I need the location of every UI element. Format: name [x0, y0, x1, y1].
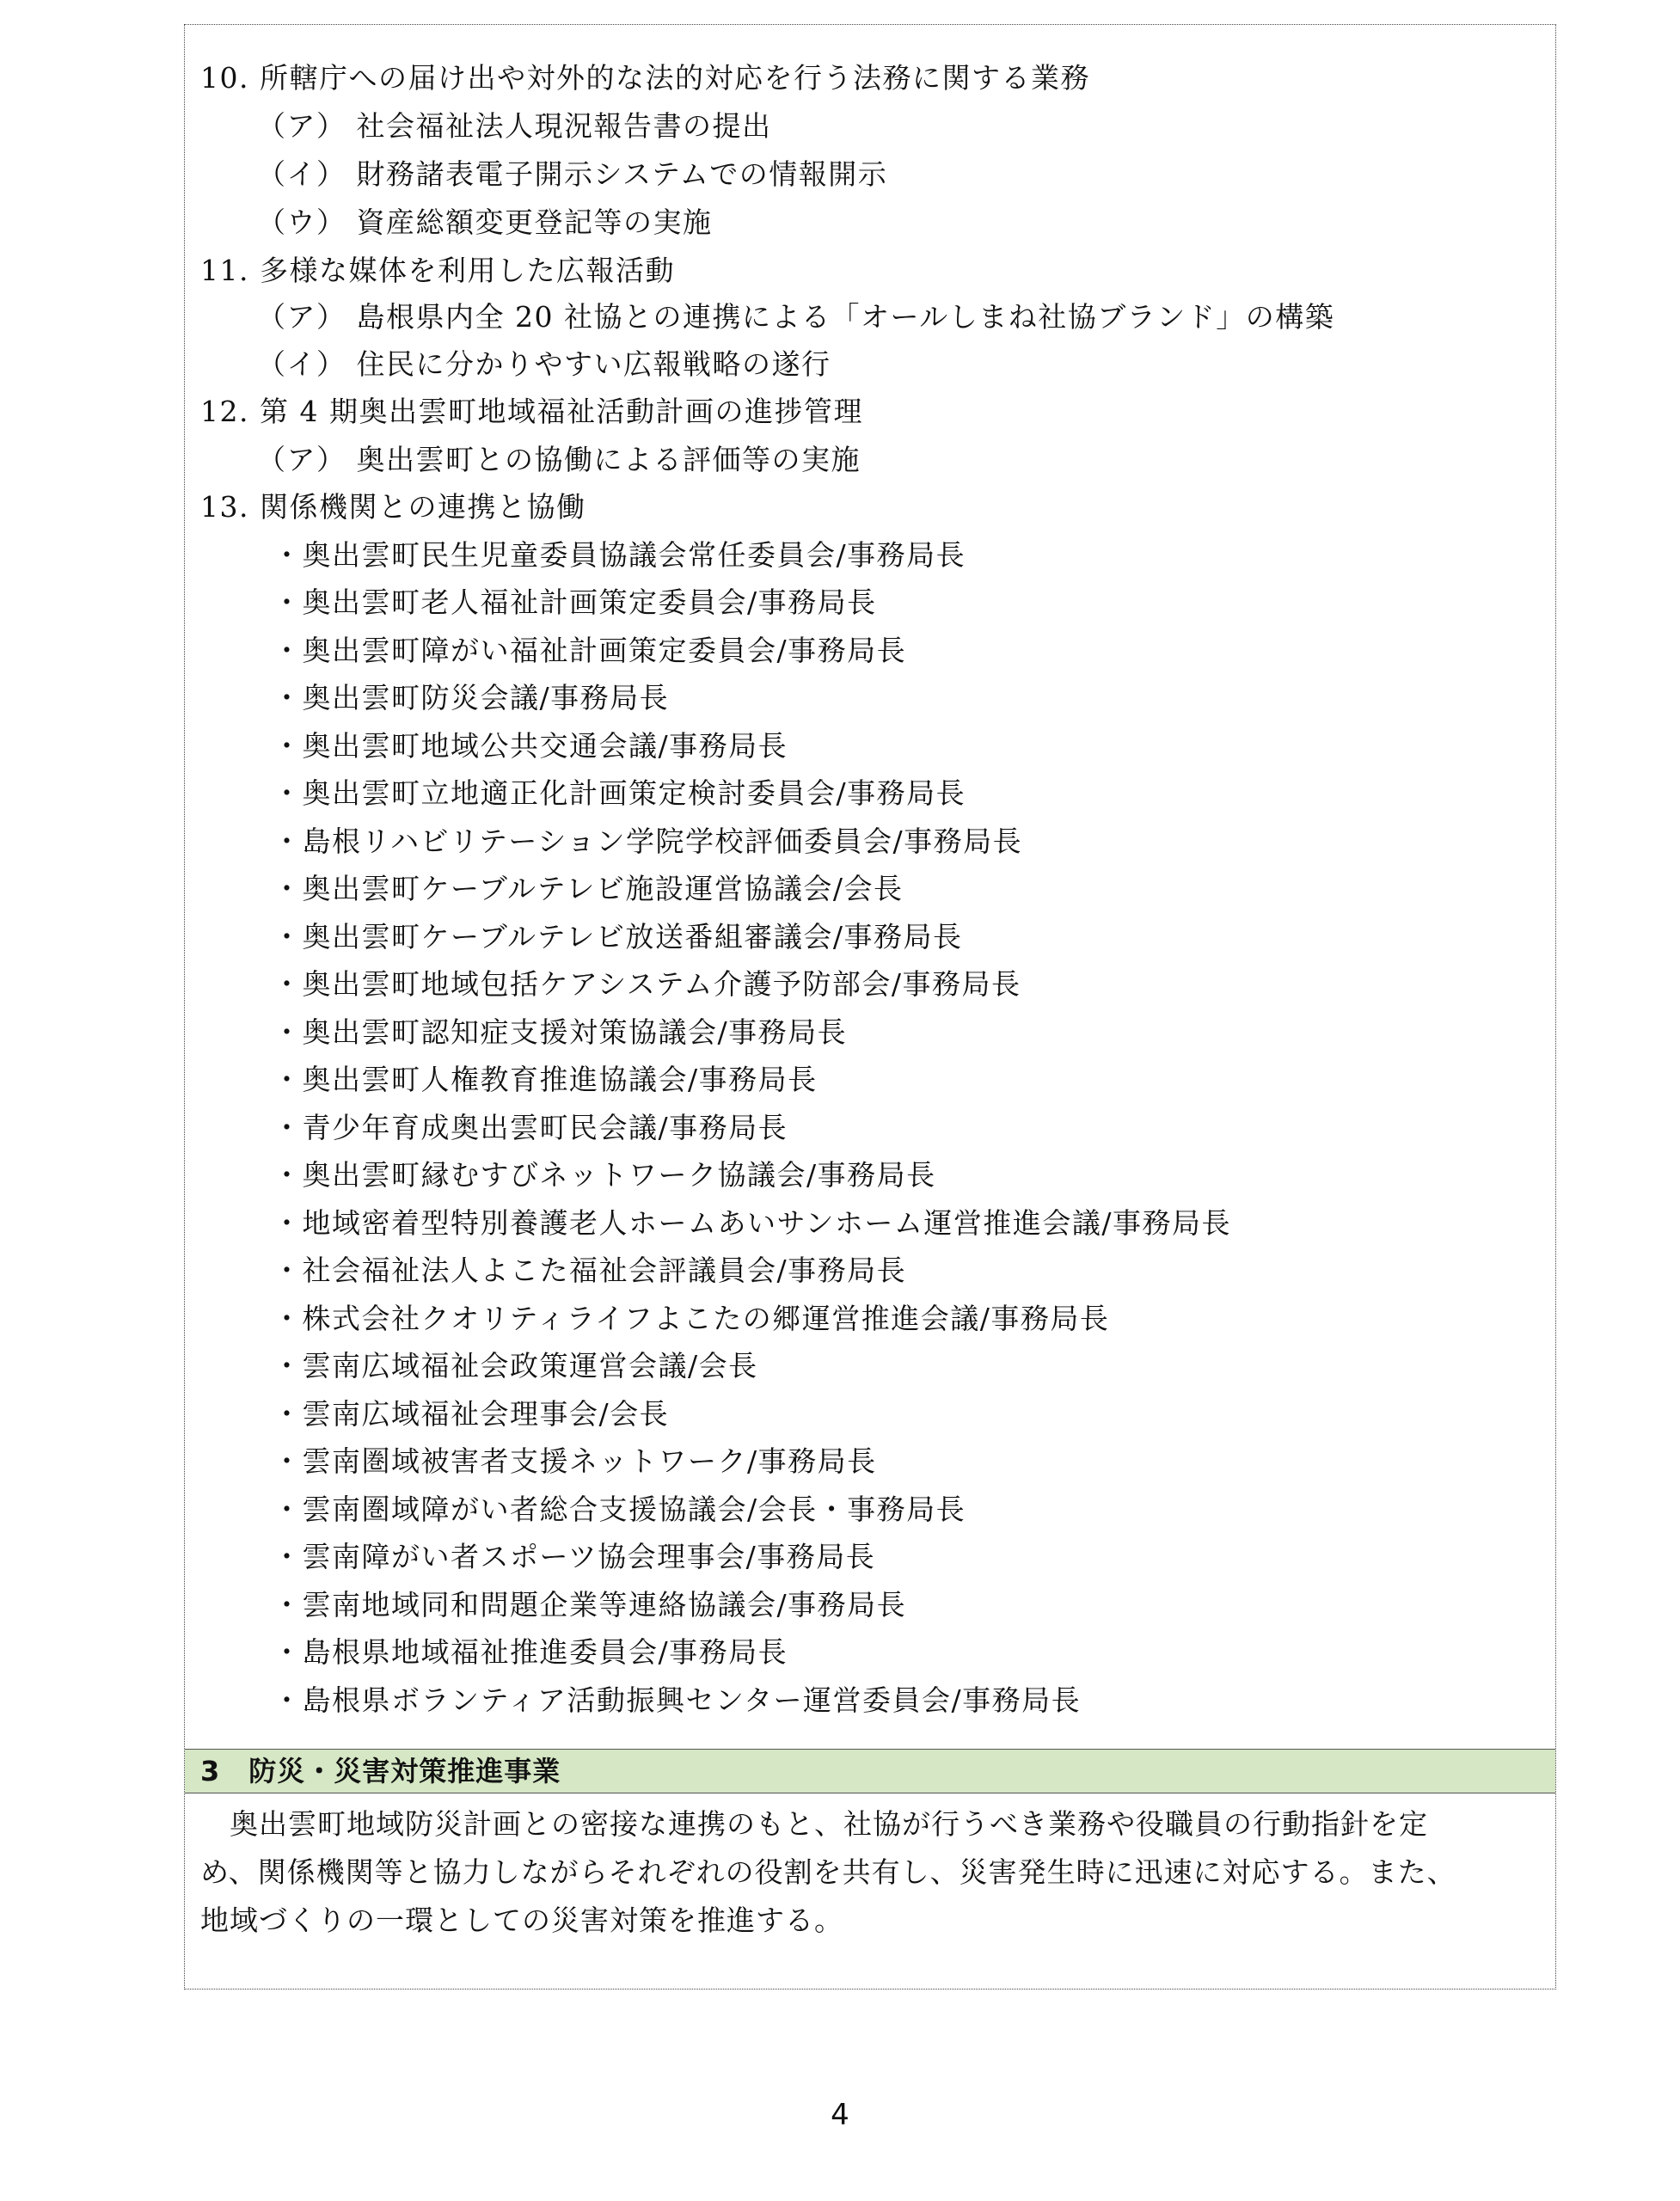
item-12-title: 12. 第 4 期奥出雲町地域福祉活動計画の進捗管理	[200, 395, 863, 428]
item-13-title: 13. 関係機関との連携と協働	[200, 490, 586, 524]
list-item: ・奥出雲町縁むすびネットワーク協議会/事務局長	[273, 1158, 936, 1192]
section-3-header	[185, 1749, 1555, 1793]
list-item: ・奥出雲町障がい福祉計画策定委員会/事務局長	[273, 634, 907, 667]
list-item: ・奥出雲町人権教育推進協議会/事務局長	[273, 1063, 818, 1096]
section-3-body-line: 奥出雲町地域防災計画との密接な連携のもと、社協が行うべき業務や役職員の行動指針を定	[200, 1807, 1428, 1841]
work-items-list	[185, 25, 1555, 1749]
list-item: ・奥出雲町ケーブルテレビ施設運営協議会/会長	[273, 872, 904, 905]
list-item: ・雲南広域福祉会政策運営会議/会長	[273, 1349, 758, 1383]
item-10-sub-a: （ア） 社会福祉法人現況報告書の提出	[257, 109, 772, 143]
section-3-body-line: 地域づくりの一環としての災害対策を推進する。	[200, 1904, 843, 1937]
page-number: 4	[831, 2098, 849, 2132]
list-item: ・奥出雲町地域公共交通会議/事務局長	[273, 729, 788, 763]
list-item: ・社会福祉法人よこた福祉会評議員会/事務局長	[273, 1254, 907, 1287]
list-item: ・雲南圏域障がい者総合支援協議会/会長・事務局長	[273, 1493, 966, 1526]
list-item: ・奥出雲町防災会議/事務局長	[273, 681, 670, 714]
list-item: ・雲南圏域被害者支援ネットワーク/事務局長	[273, 1444, 877, 1478]
item-12-sub-a: （ア） 奥出雲町との協働による評価等の実施	[257, 443, 861, 476]
section-3-title: 3 防災・災害対策推進事業	[200, 1755, 561, 1787]
list-item: ・奥出雲町認知症支援対策協議会/事務局長	[273, 1015, 848, 1049]
list-item: ・株式会社クオリティライフよこたの郷運営推進会議/事務局長	[273, 1302, 1110, 1335]
list-item: ・雲南広域福祉会理事会/会長	[273, 1397, 670, 1431]
list-item: ・島根リハビリテーション学院学校評価委員会/事務局長	[273, 825, 1023, 858]
list-item: ・島根県地域福祉推進委員会/事務局長	[273, 1635, 788, 1669]
list-item: ・奥出雲町ケーブルテレビ放送番組審議会/事務局長	[273, 920, 963, 953]
list-item: ・青少年育成奥出雲町民会議/事務局長	[273, 1111, 788, 1144]
item-11-sub-i: （イ） 住民に分かりやすい広報戦略の遂行	[257, 347, 831, 381]
list-item: ・奥出雲町民生児童委員協議会常任委員会/事務局長	[273, 538, 966, 572]
item-11-sub-a: （ア） 島根県内全 20 社協との連携による「オールしまね社協ブランド」の構築	[257, 300, 1335, 334]
list-item: ・奥出雲町老人福祉計画策定委員会/事務局長	[273, 586, 877, 619]
list-item: ・地域密着型特別養護老人ホームあいサンホーム運営推進会議/事務局長	[273, 1206, 1231, 1240]
item-10-sub-i: （イ） 財務諸表電子開示システムでの情報開示	[257, 157, 888, 191]
section-3-body-line: め、関係機関等と協力しながらそれぞれの役割を共有し、災害発生時に迅速に対応する。また、	[200, 1855, 1456, 1889]
list-item: ・奥出雲町立地適正化計画策定検討委員会/事務局長	[273, 776, 966, 810]
item-11-title: 11. 多様な媒体を利用した広報活動	[200, 254, 675, 287]
list-item: ・雲南地域同和問題企業等連絡協議会/事務局長	[273, 1588, 907, 1622]
list-item: ・奥出雲町地域包括ケアシステム介護予防部会/事務局長	[273, 967, 1021, 1001]
list-item: ・雲南障がい者スポーツ協会理事会/事務局長	[273, 1540, 876, 1573]
list-item: ・島根県ボランティア活動振興センター運営委員会/事務局長	[273, 1683, 1082, 1717]
item-10-sub-u: （ウ） 資産総額変更登記等の実施	[257, 205, 713, 239]
content-frame	[184, 24, 1556, 1989]
item-10-title: 10. 所轄庁への届け出や対外的な法的対応を行う法務に関する業務	[200, 61, 1090, 95]
section-3-body	[200, 1800, 1542, 1945]
